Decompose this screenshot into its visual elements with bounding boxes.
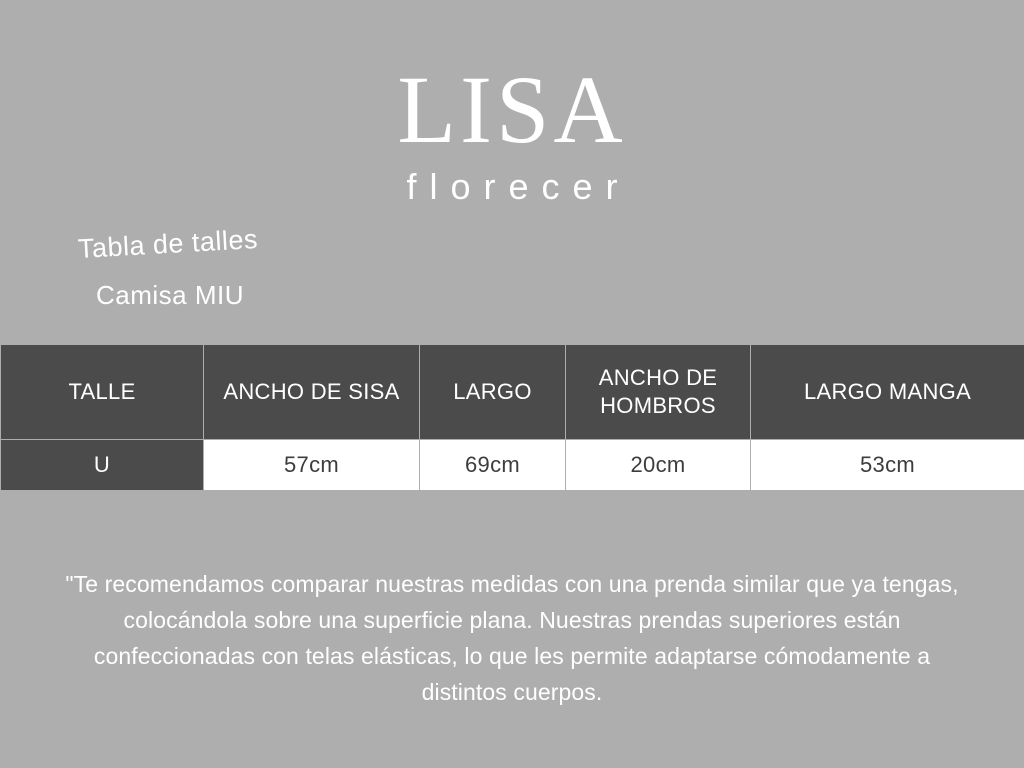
size-table xyxy=(0,344,1024,491)
table-row xyxy=(1,440,1024,491)
table-header-row xyxy=(1,345,1024,440)
brand-subtitle: florecer xyxy=(406,166,631,207)
table-body xyxy=(1,440,1024,491)
column-header-largo: LARGO xyxy=(420,345,566,440)
page-title: Tabla de talles xyxy=(77,223,259,264)
brand-block xyxy=(0,58,1024,208)
product-name: Camisa MIU xyxy=(96,280,245,310)
cell-largo: 69cm xyxy=(420,440,566,491)
cell-ancho-de-hombros: 20cm xyxy=(566,440,751,491)
cell-ancho-de-sisa: 57cm xyxy=(204,440,420,491)
cell-talle: U xyxy=(1,440,204,491)
column-header-largo-manga: LARGO MANGA xyxy=(751,345,1024,440)
heading-block xyxy=(77,223,259,312)
cell-largo-manga: 53cm xyxy=(751,440,1024,491)
column-header-ancho-de-sisa: ANCHO DE SISA xyxy=(204,345,420,440)
column-header-ancho-de-hombros: ANCHO DE HOMBROS xyxy=(566,345,751,440)
recommendation-note: "Te recomendamos comparar nuestras medidas con una prenda similar que ya tengas, colocándola sobre una superficie plana. Nuestras prendas superiores están confeccionadas con telas elásticas, lo que les permite adaptarse cómodamente a distintos cuerpos. xyxy=(65,571,959,705)
table-header xyxy=(1,345,1024,440)
brand-name: LISA xyxy=(397,56,627,163)
column-header-talle: TALLE xyxy=(1,345,204,440)
